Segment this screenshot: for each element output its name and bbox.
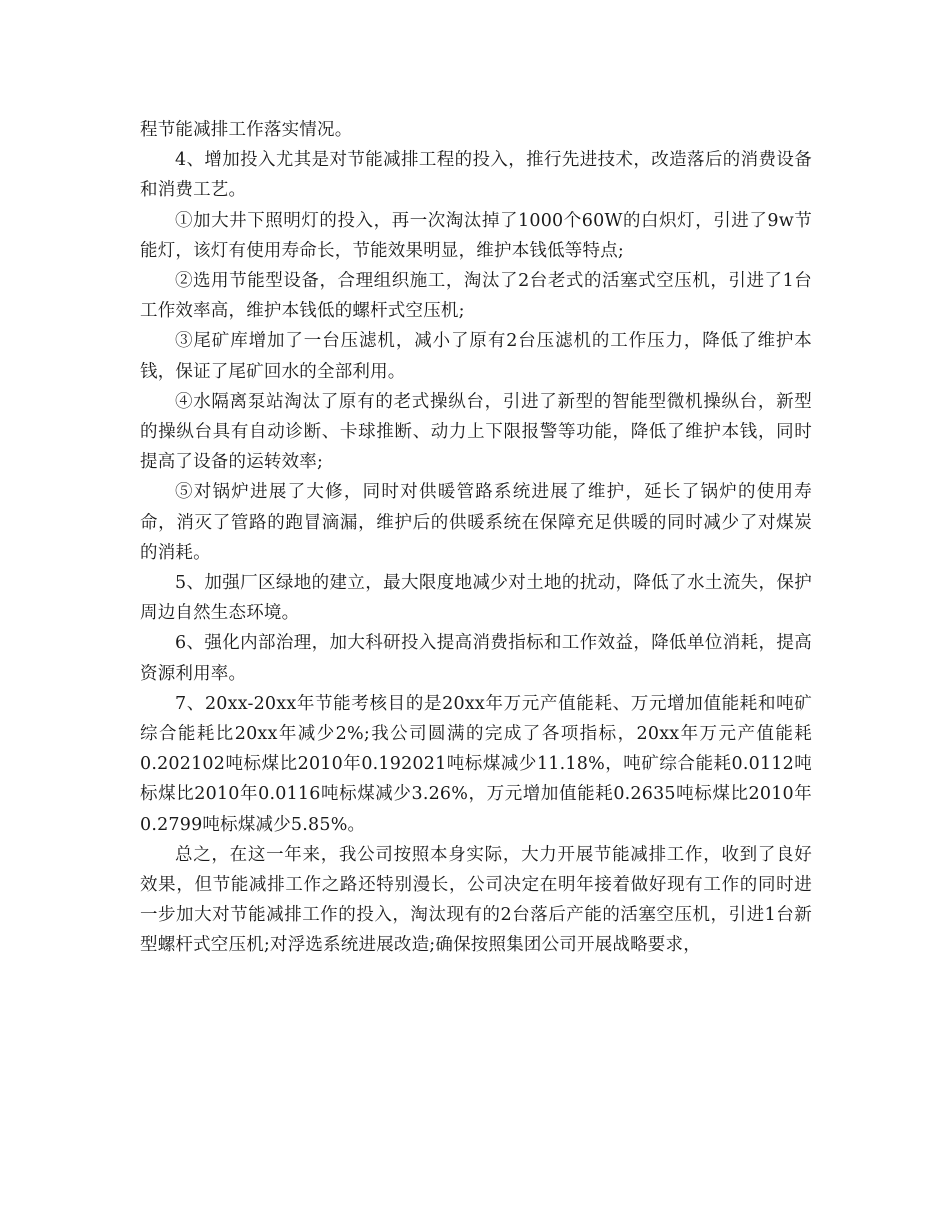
paragraph-subitem-5: ⑤对锅炉进展了大修，同时对供暖管路系统进展了维护，延长了锅炉的使用寿命，消灭了管路的跑冒滴漏，维护后的供暖系统在保障充足供暖的同时减少了对煤炭的消耗。: [140, 482, 812, 563]
paragraph-continuation: 程节能减排工作落实情况。: [140, 120, 353, 140]
document-body: [140, 115, 812, 961]
paragraph-item-7: 7、20xx-20xx年节能考核目的是20xx年万元产值能耗、万元增加值能耗和吨矿综合能耗比20xx年减少2%;我公司圆满的完成了各项指标，20xx年万元产值能耗0.202102吨标煤比2010年0.192021吨标煤减少11.18%，吨矿综合能耗0.0112吨标煤比2010年0.0116吨标煤减少3.26%，万元增加值能耗0.2635吨标煤比2010年0.2799吨标煤减少5.85%。: [140, 693, 812, 835]
paragraph-subitem-2: ②选用节能型设备，合理组织施工，淘汰了2台老式的活塞式空压机，引进了1台工作效率高，维护本钱低的螺杆式空压机;: [140, 271, 812, 322]
paragraph-subitem-4: ④水隔离泵站淘汰了原有的老式操纵台，引进了新型的智能型微机操纵台，新型的操纵台具有自动诊断、卡球推断、动力上下限报警等功能，降低了维护本钱，同时提高了设备的运转效率;: [140, 391, 812, 473]
paragraph-item-5: 5、加强厂区绿地的建立，最大限度地减少对土地的扰动，降低了水土流失，保护周边自然生态环境。: [140, 573, 812, 624]
paragraph-subitem-3: ③尾矿库增加了一台压滤机，减小了原有2台压滤机的工作压力，降低了维护本钱，保证了尾矿回水的全部利用。: [140, 331, 812, 382]
paragraph-subitem-1: ①加大井下照明灯的投入，再一次淘汰掉了1000个60W的白炽灯，引进了9w节能灯，该灯有使用寿命长，节能效果明显，维护本钱低等特点;: [140, 210, 812, 261]
paragraph-item-4: 4、增加投入尤其是对节能减排工程的投入，推行先进技术，改造落后的消费设备和消费工艺。: [140, 150, 812, 201]
paragraph-item-6: 6、强化内部治理，加大科研投入提高消费指标和工作效益，降低单位消耗，提高资源利用率。: [140, 633, 812, 684]
paragraph-summary: 总之，在这一年来，我公司按照本身实际，大力开展节能减排工作，收到了良好效果，但节能减排工作之路还特别漫长，公司决定在明年接着做好现有工作的同时进一步加大对节能减排工作的投入，淘汰现有的2台落后产能的活塞空压机，引进1台新型螺杆式空压机;对浮选系统进展改造;确保按照集团公司开展战略要求，: [140, 844, 812, 956]
